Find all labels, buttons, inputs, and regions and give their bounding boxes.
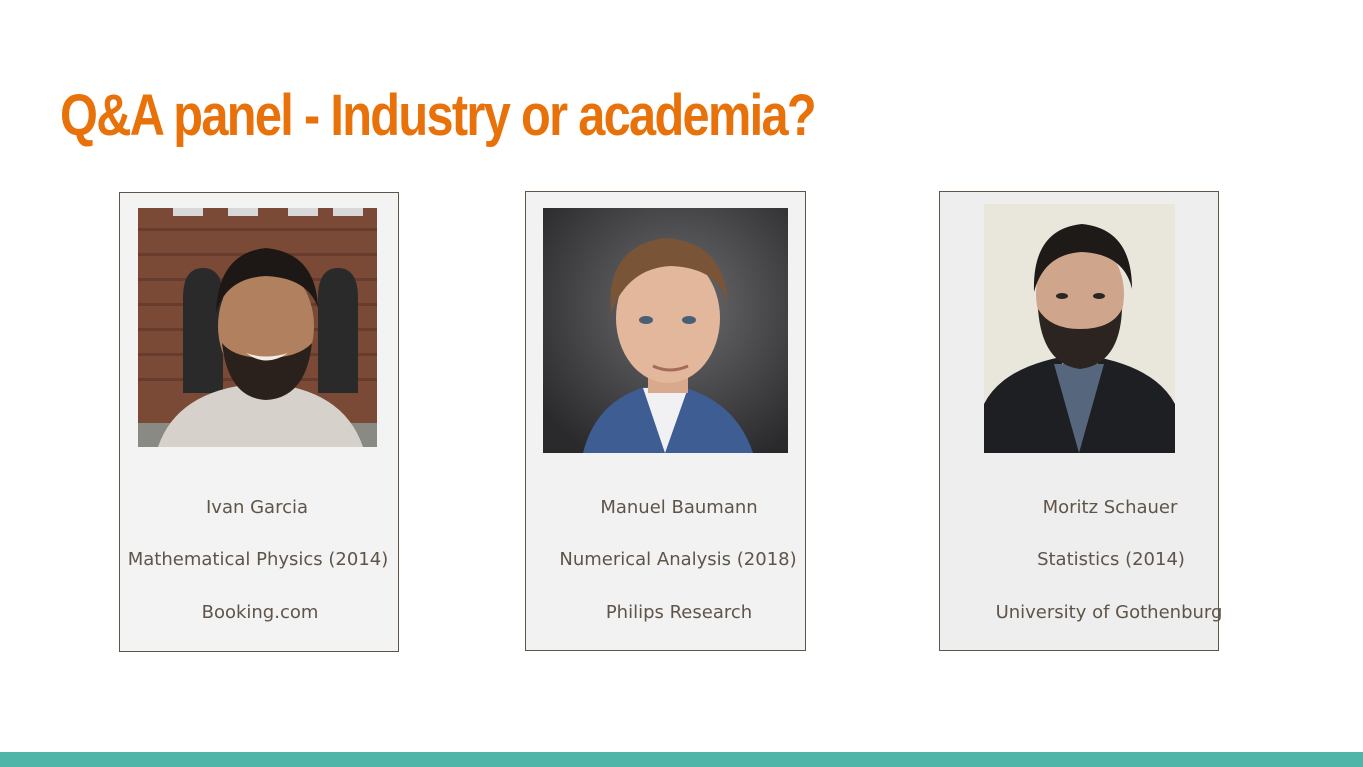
panelist-affiliation: Philips Research: [605, 602, 753, 623]
panelist-field: Mathematical Physics (2014): [127, 549, 389, 570]
panelist-field: Numerical Analysis (2018): [559, 549, 797, 570]
panelist-affiliation: Booking.com: [201, 602, 319, 623]
panelist-photo-moritz-schauer: [984, 204, 1175, 453]
panelist-photo-manuel-baumann: [543, 208, 788, 453]
panelist-name: Ivan Garcia: [205, 497, 309, 518]
panelist-name: Moritz Schauer: [1042, 497, 1178, 518]
slide-title: Q&A panel - Industry or academia?: [60, 83, 815, 148]
footer-accent-bar: [0, 752, 1363, 767]
panelist-name: Manuel Baumann: [600, 497, 758, 518]
panelist-photo-ivan-garcia: [138, 208, 377, 447]
panelist-affiliation: University of Gothenburg: [995, 602, 1223, 623]
panelist-field: Statistics (2014): [1037, 549, 1185, 570]
